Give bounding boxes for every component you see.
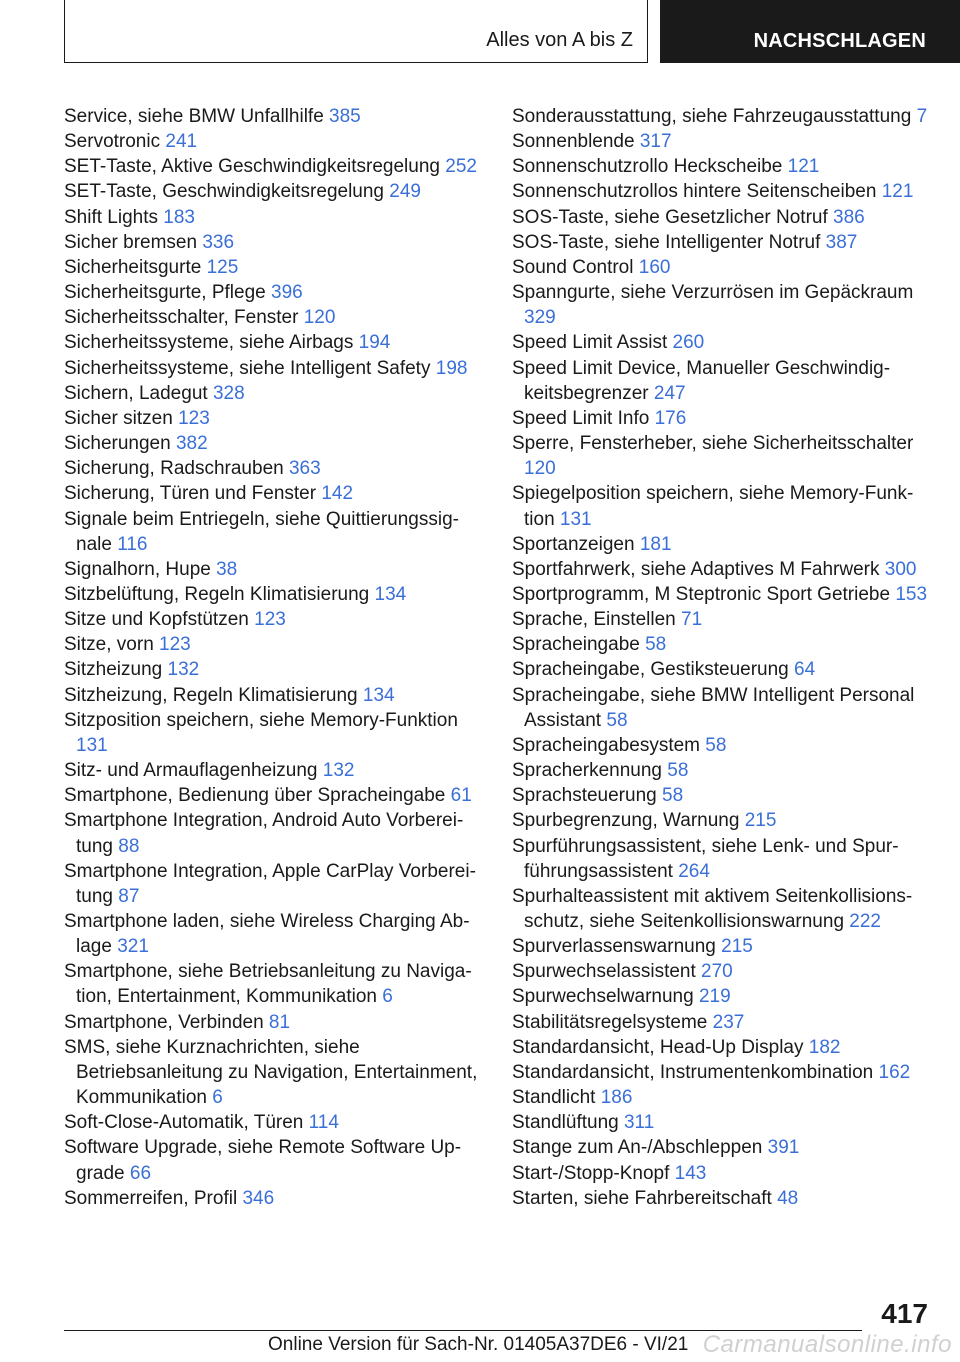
index-entry — [64, 230, 482, 255]
footer-edition: Online Version für Sach-Nr. 01405A37DE6 - VI/21 — [268, 1334, 689, 1355]
page-reference-link[interactable]: 120 — [524, 458, 556, 480]
page-reference-link[interactable]: 58 — [705, 734, 727, 756]
index-entry — [512, 532, 932, 557]
page-reference-link[interactable]: 311 — [623, 1112, 655, 1134]
page-reference-link[interactable]: 386 — [833, 206, 865, 228]
index-term: Smartphone, Verbinden — [64, 1011, 264, 1033]
index-term: Standardansicht, Instrumentenkombination — [512, 1061, 874, 1083]
index-term: Sonderausstattung, siehe Fahrzeugausstattung — [512, 106, 912, 127]
index-entry — [512, 683, 932, 733]
page-reference-link[interactable]: 247 — [653, 382, 686, 404]
index-term: Sonnenschutzrollos hintere Seitenscheiben — [512, 181, 877, 203]
index-term: Spiegelposition speichern, siehe Memory-Funktion — [512, 483, 914, 530]
page-reference-link[interactable]: 176 — [654, 407, 687, 429]
index-term: SET-Taste, Aktive Geschwindigkeitsregelung — [64, 156, 440, 178]
index-entry — [512, 632, 932, 657]
index-entry — [64, 255, 482, 280]
index-entry — [64, 431, 482, 456]
index-term: Sitz- und Armauflagenheizung — [64, 760, 318, 782]
page-reference-link[interactable]: 143 — [674, 1162, 707, 1184]
index-term: Spurbegrenzung, Warnung — [512, 810, 740, 832]
page-reference-link[interactable]: 222 — [849, 911, 881, 932]
index-term: Sitzheizung — [64, 659, 163, 681]
index-term: Spurführungsassistent, siehe Lenk- und Spurführungsassistent — [512, 835, 899, 882]
index-term: Servotronic — [64, 131, 161, 153]
index-entry — [64, 1135, 482, 1185]
page-reference-link[interactable]: 270 — [701, 961, 733, 983]
page-reference-link[interactable]: 252 — [445, 156, 477, 178]
index-term: Software Upgrade, siehe Remote Software Upgrade — [64, 1137, 462, 1184]
index-term: Sicher bremsen — [64, 231, 198, 253]
index-entry — [512, 607, 932, 632]
index-term: Signalhorn, Hupe — [64, 558, 211, 580]
page-reference-link[interactable]: 7 — [916, 106, 928, 127]
index-term: Shift Lights — [64, 206, 158, 228]
page-reference-link[interactable]: 317 — [639, 131, 672, 153]
index-entry — [64, 205, 482, 230]
index-term: Service, siehe BMW Unfallhilfe — [64, 106, 324, 127]
page-reference-link[interactable]: 38 — [216, 558, 238, 580]
index-term: Stange zum An-/Abschleppen — [512, 1137, 763, 1159]
index-term: Start-/Stopp-Knopf — [512, 1162, 670, 1184]
index-entry — [64, 683, 482, 708]
index-entry — [64, 1186, 482, 1211]
index-term: Sitzposition speichern, siehe Memory-Funktion — [64, 709, 458, 731]
page-reference-link[interactable]: 121 — [787, 156, 820, 178]
page-reference-link[interactable]: 121 — [881, 181, 914, 203]
section-label: NACHSCHLAGEN — [753, 30, 926, 52]
index-term: Speed Limit Assist — [512, 332, 668, 354]
index-entry — [64, 909, 482, 959]
index-term: Sicherungen — [64, 433, 171, 455]
page-reference-link[interactable]: 219 — [698, 986, 731, 1008]
index-term: Spracheingabe — [512, 634, 640, 656]
index-term: Sicherheitsgurte — [64, 256, 202, 278]
index-entry — [512, 834, 932, 884]
page-reference-link[interactable]: 385 — [329, 106, 361, 127]
index-entry — [64, 607, 482, 632]
page-reference-link[interactable]: 71 — [681, 609, 703, 631]
page-reference-link[interactable]: 182 — [808, 1036, 841, 1058]
index-term: Sicherung, Türen und Fenster — [64, 483, 317, 505]
index-entry — [512, 758, 932, 783]
index-term: Spracheingabe, siehe BMW Intelligent Personal Assistant — [512, 684, 915, 731]
index-entry — [512, 431, 932, 481]
index-entry — [64, 632, 482, 657]
index-entry — [512, 406, 932, 431]
page-reference-link[interactable]: 6 — [212, 1087, 223, 1109]
index-entry — [512, 104, 932, 129]
index-term: Sicherheitssysteme, siehe Airbags — [64, 332, 354, 354]
page-reference-link[interactable]: 260 — [672, 332, 705, 354]
page-reference-link[interactable]: 61 — [450, 785, 472, 807]
page-reference-link[interactable]: 387 — [825, 231, 858, 253]
page-reference-link[interactable]: 336 — [202, 231, 235, 253]
index-term: Sprachsteuerung — [512, 785, 657, 807]
page-reference-link[interactable]: 58 — [606, 709, 628, 731]
header-title-box — [64, 0, 648, 63]
index-term: Sichern, Ladegut — [64, 382, 208, 404]
index-entry — [64, 1035, 482, 1110]
index-term: Sicherheitssysteme, siehe Intelligent Safety — [64, 357, 431, 379]
index-term: Spracheingabe, Gestiksteuerung — [512, 659, 789, 681]
index-term: Sicher sitzen — [64, 407, 173, 429]
index-entry — [512, 129, 932, 154]
index-entry — [512, 808, 932, 833]
index-entry — [64, 507, 482, 557]
page-reference-link[interactable]: 215 — [721, 936, 753, 958]
page-reference-link[interactable]: 132 — [167, 659, 200, 681]
page-reference-link[interactable]: 321 — [117, 936, 149, 958]
index-entry — [64, 1110, 482, 1135]
index-entry — [512, 1186, 932, 1211]
index-term: Standlicht — [512, 1087, 596, 1109]
index-term: Sitzbelüftung, Regeln Klimatisierung — [64, 583, 370, 605]
index-entry — [64, 356, 482, 381]
index-entry — [64, 104, 482, 129]
index-term: Standlüftung — [512, 1112, 619, 1134]
section-tab — [660, 0, 960, 63]
index-term: Sicherheitsschalter, Fenster — [64, 307, 299, 329]
index-term: Sonnenschutzrollo Heckscheibe — [512, 156, 783, 178]
index-term: Sperre, Fensterheber, siehe Sicherheitsschalter — [512, 433, 914, 455]
page-reference-link[interactable]: 363 — [288, 458, 321, 480]
page-reference-link[interactable]: 131 — [559, 508, 592, 530]
index-entry — [64, 381, 482, 406]
index-term: Sound Control — [512, 256, 634, 278]
page-reference-link[interactable]: 237 — [712, 1011, 745, 1033]
index-entry — [512, 1085, 932, 1110]
page-reference-link[interactable]: 6 — [382, 986, 393, 1008]
page-reference-link[interactable]: 58 — [662, 785, 684, 807]
index-entry — [512, 934, 932, 959]
page-reference-link[interactable]: 134 — [362, 684, 395, 706]
index-entry — [64, 456, 482, 481]
page-reference-link[interactable]: 81 — [268, 1011, 291, 1033]
index-term: Spurverlassenswarnung — [512, 936, 716, 958]
index-term: Spracheingabesystem — [512, 734, 700, 756]
index-entry — [512, 255, 932, 280]
page-reference-link[interactable]: 215 — [744, 810, 777, 832]
page-reference-link[interactable]: 160 — [638, 256, 671, 278]
index-entry — [64, 179, 482, 204]
index-term: Sitzheizung, Regeln Klimatisierung — [64, 684, 358, 706]
index-term: Smartphone Integration, Android Auto Vorbereitung — [64, 810, 464, 857]
page-reference-link[interactable]: 131 — [76, 734, 108, 756]
index-entry — [512, 1060, 932, 1085]
page-reference-link[interactable]: 181 — [639, 533, 672, 555]
page-reference-link[interactable]: 132 — [322, 760, 355, 782]
index-term: Sitze und Kopfstützen — [64, 609, 249, 631]
index-term: Smartphone Integration, Apple CarPlay Vorbereitung — [64, 860, 476, 907]
page-reference-link[interactable]: 382 — [175, 433, 208, 455]
index-term: Spurwechselwarnung — [512, 986, 694, 1008]
index-entry — [64, 129, 482, 154]
index-entry — [512, 657, 932, 682]
index-term: Sportanzeigen — [512, 533, 635, 555]
index-term: Sicherheitsgurte, Pflege — [64, 282, 266, 304]
index-entry — [512, 154, 932, 179]
page-reference-link[interactable]: 120 — [303, 307, 336, 329]
index-term: Spurwechselassistent — [512, 961, 696, 983]
page-reference-link[interactable]: 396 — [271, 282, 303, 304]
index-entry — [512, 884, 932, 934]
index-entry — [512, 1110, 932, 1135]
page-reference-link[interactable]: 88 — [118, 835, 140, 857]
index-term: Spurhalteassistent mit aktivem Seitenkollisionsschutz, siehe Seitenkollisionswarnung — [512, 885, 913, 932]
index-entry — [64, 582, 482, 607]
index-term: Stabilitätsregelsysteme — [512, 1011, 708, 1033]
page-reference-link[interactable]: 162 — [878, 1061, 911, 1083]
page-reference-link[interactable]: 391 — [767, 1137, 800, 1159]
index-term: Starten, siehe Fahrbereitschaft — [512, 1187, 772, 1209]
index-term: Sportfahrwerk, siehe Adaptives M Fahrwerk — [512, 558, 880, 580]
index-term: Sprache, Einstellen — [512, 609, 676, 631]
index-entry — [512, 1161, 932, 1186]
index-term: Standardansicht, Head-Up Display — [512, 1036, 804, 1058]
index-term: Smartphone laden, siehe Wireless Charging Ablage — [64, 911, 470, 958]
index-term: Signale beim Entriegeln, siehe Quittierungssignale — [64, 508, 459, 555]
page-reference-link[interactable]: 249 — [389, 181, 421, 203]
index-entry — [512, 984, 932, 1009]
page-reference-link[interactable]: 87 — [118, 885, 140, 907]
index-term: Sportprogramm, M Steptronic Sport Getriebe — [512, 583, 891, 605]
index-entry — [512, 582, 932, 607]
page-reference-link[interactable]: 114 — [308, 1112, 339, 1134]
index-term: Sicherung, Radschrauben — [64, 458, 284, 480]
index-term: SMS, siehe Kurznachrichten, siehe Betriebsanleitung zu Navigation, Entertainment, Kommunikation — [64, 1036, 478, 1109]
page-reference-link[interactable]: 66 — [129, 1162, 152, 1184]
index-entry — [512, 280, 932, 330]
index-entry — [64, 657, 482, 682]
index-entry — [64, 783, 482, 808]
index-entry — [512, 179, 932, 204]
index-term: Spanngurte, siehe Verzurrösen im Gepäckraum — [512, 282, 914, 304]
page-reference-link[interactable]: 186 — [600, 1087, 633, 1109]
index-entry — [64, 330, 482, 355]
page-reference-link[interactable]: 142 — [321, 483, 354, 505]
index-entry — [512, 1010, 932, 1035]
index-term: SOS-Taste, siehe Intelligenter Notruf — [512, 231, 821, 253]
page-reference-link[interactable]: 328 — [212, 382, 245, 404]
index-entry — [64, 1010, 482, 1035]
page-number: 417 — [881, 1298, 928, 1329]
index-term: Sitze, vorn — [64, 634, 154, 656]
page-reference-link[interactable]: 198 — [435, 357, 468, 379]
index-term: Spracherkennung — [512, 760, 662, 782]
index-entry — [512, 1135, 932, 1160]
page-reference-link[interactable]: 300 — [884, 558, 917, 580]
page-reference-link[interactable]: 123 — [159, 634, 191, 656]
index-column-left — [64, 104, 482, 1211]
page-reference-link[interactable]: 346 — [242, 1187, 275, 1209]
index-entry — [64, 557, 482, 582]
page-reference-link[interactable]: 64 — [794, 659, 816, 681]
index-entry — [512, 481, 932, 531]
page-reference-link[interactable]: 58 — [667, 760, 689, 782]
page-reference-link[interactable]: 58 — [645, 634, 667, 656]
index-entry — [512, 205, 932, 230]
index-term: Sommerreifen, Profil — [64, 1187, 238, 1209]
index-entry — [64, 859, 482, 909]
index-term: Speed Limit Info — [512, 407, 650, 429]
page-reference-link[interactable]: 153 — [895, 583, 928, 605]
page-reference-link[interactable]: 123 — [254, 609, 286, 631]
index-column-right — [512, 104, 932, 1211]
index-entry — [64, 758, 482, 783]
page-reference-link[interactable]: 264 — [678, 860, 710, 882]
index-entry — [64, 959, 482, 1009]
index-entry — [64, 481, 482, 506]
index-entry — [512, 733, 932, 758]
index-term: Sonnenblende — [512, 131, 635, 153]
footer-watermark: Carmanualsonline.info — [702, 1331, 952, 1358]
index-entry — [64, 406, 482, 431]
index-term: SOS-Taste, siehe Gesetzlicher Notruf — [512, 206, 828, 228]
page-reference-link[interactable]: 194 — [358, 332, 391, 354]
index-entry — [512, 356, 932, 406]
header-title: Alles von A bis Z — [486, 29, 633, 51]
page-reference-link[interactable]: 183 — [163, 206, 195, 228]
index-entry — [512, 230, 932, 255]
index-term: Speed Limit Device, Manueller Geschwindigkeitsbegrenzer — [512, 357, 891, 404]
index-term: Smartphone, siehe Betriebsanleitung zu Navigation, Entertainment, Kommunikation — [64, 961, 472, 1008]
index-entry — [512, 959, 932, 984]
index-entry — [64, 154, 482, 179]
page-reference-link[interactable]: 123 — [178, 407, 210, 429]
index-entry — [512, 1035, 932, 1060]
page-reference-link[interactable]: 329 — [524, 307, 556, 329]
index-entry — [64, 305, 482, 330]
index-entry — [512, 783, 932, 808]
index-entry — [512, 330, 932, 355]
page-reference-link[interactable]: 125 — [206, 256, 239, 278]
page-reference-link[interactable]: 116 — [117, 533, 148, 555]
index-term: Smartphone, Bedienung über Spracheingabe — [64, 785, 446, 807]
index-entry — [512, 557, 932, 582]
index-term: Soft-Close-Automatik, Türen — [64, 1112, 304, 1134]
index-entry — [64, 708, 482, 758]
index-entry — [64, 280, 482, 305]
page-reference-link[interactable]: 48 — [777, 1187, 799, 1209]
index-term: SET-Taste, Geschwindigkeitsregelung — [64, 181, 384, 203]
page-reference-link[interactable]: 134 — [374, 583, 407, 605]
page-reference-link[interactable]: 241 — [165, 131, 198, 153]
index-entry — [64, 808, 482, 858]
